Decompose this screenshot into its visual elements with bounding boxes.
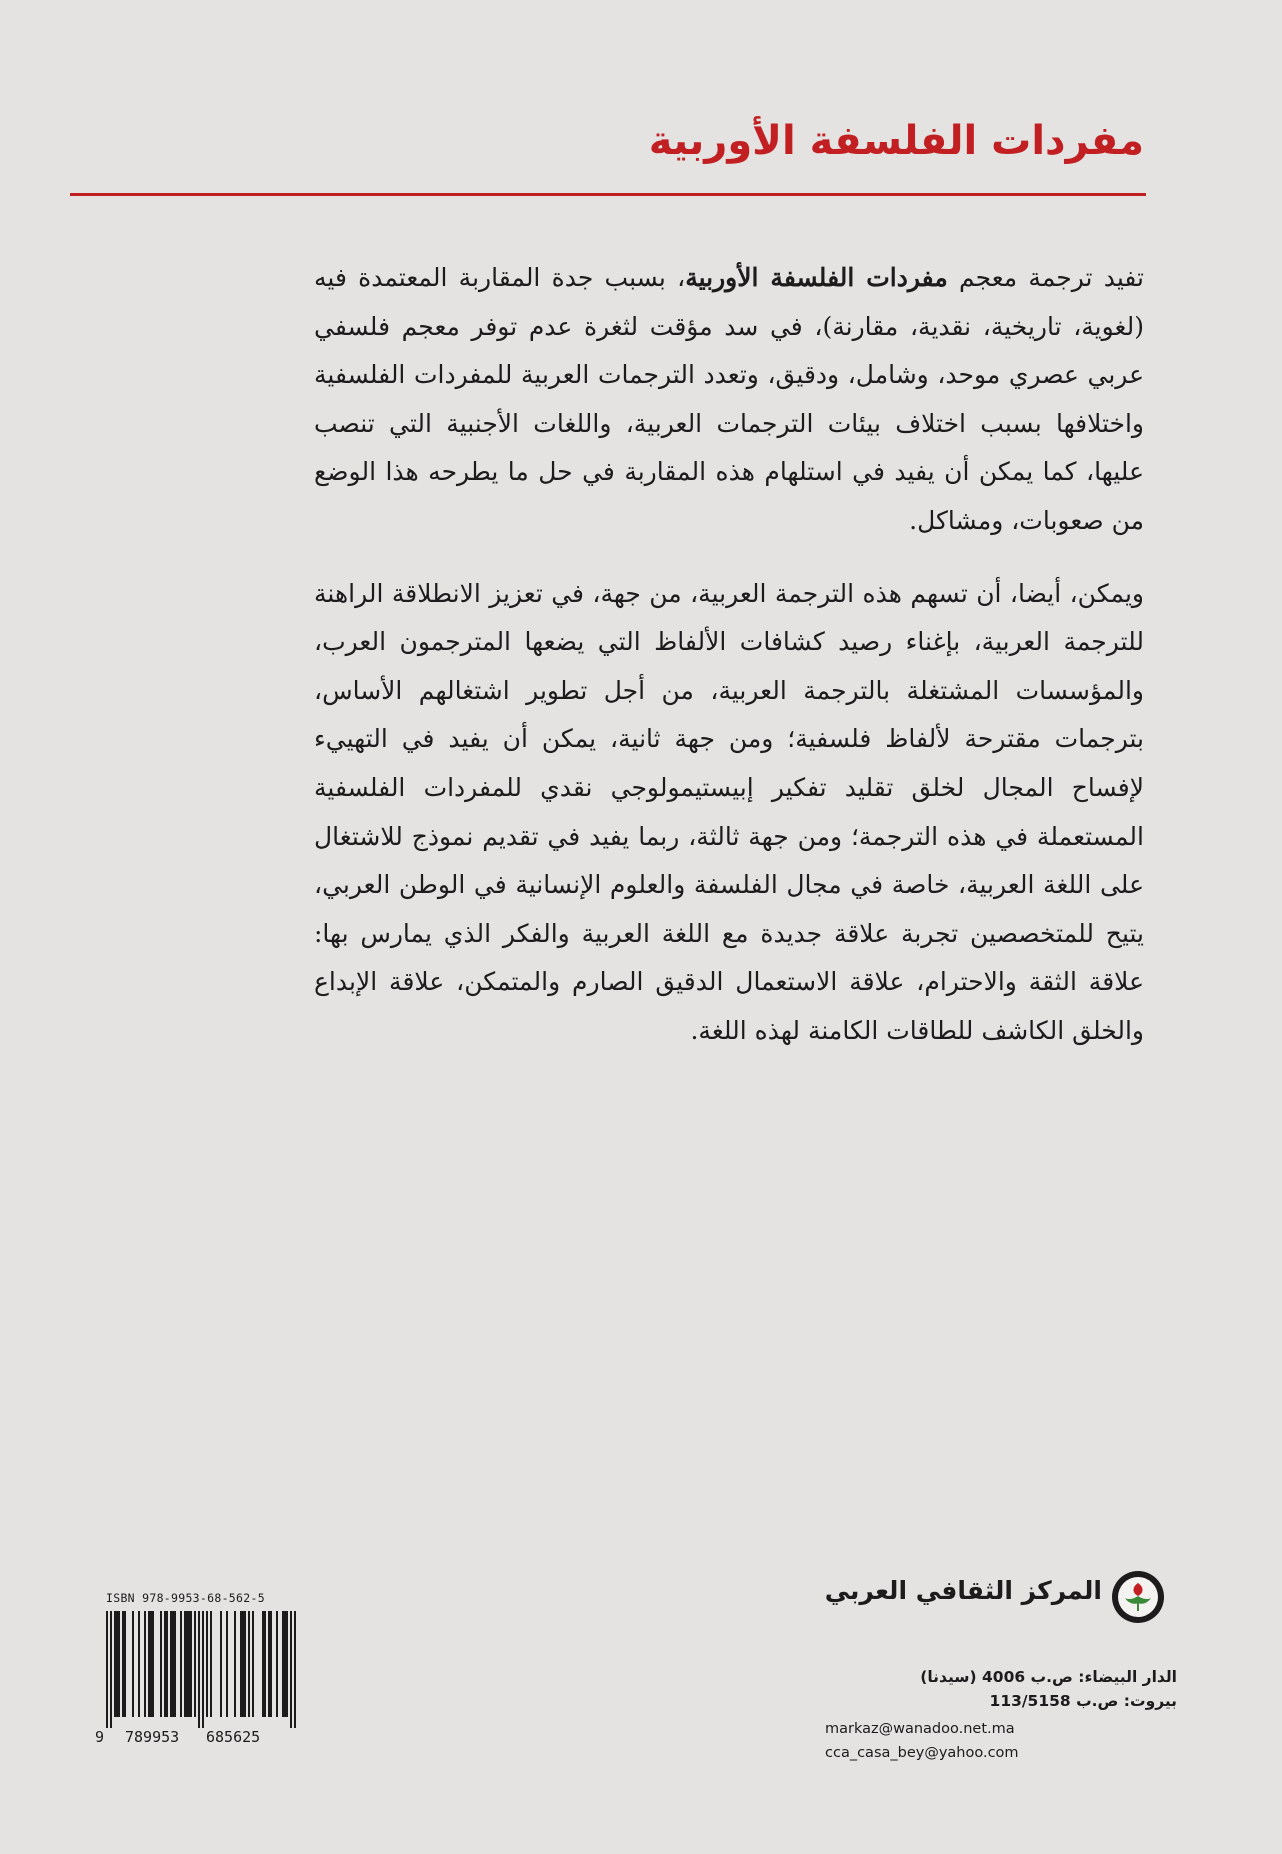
blurb-rest: ، بسبب جدة المقاربة المعتمدة فيه (لغوية، تاريخية، نقدية، مقارنة)، في سد مؤقت لثغرة عدم توفر معجم فلسفي عربي عصري موحد، وشامل، ودقيق، وتعدد الترجمات العربية للمفردات الفلسفية واختلافها بسبب اختلاف بيئات الترجمات العربية، واللغات الأجنبية التي تنصب عليها، كما يمكن أن يفيد في استلهام هذه المقاربة في حل ما يطرحه هذا الوضع من صعوبات، ومشاكل. [314,263,1144,535]
email-1[interactable]: markaz@wanadoo.net.ma [825,1721,1015,1737]
barcode-digits-left: 789953 [125,1728,180,1746]
barcode-bar [180,1611,182,1717]
book-title: مفردات الفلسفة الأوربية [648,118,1144,164]
address-casablanca: الدار البيضاء: ص.ب 4006 (سيدنا) [920,1668,1177,1686]
barcode-bar [252,1611,254,1717]
barcode-block [95,1591,298,1748]
email-2[interactable]: cca_casa_bey@yahoo.com [825,1745,1019,1761]
barcode-bar [132,1611,134,1717]
barcode-bar [206,1611,208,1717]
barcode-bar [184,1611,192,1717]
address-beirut: بيروت: ص.ب 113/5158 [989,1692,1177,1710]
barcode-bar [282,1611,288,1717]
barcode-bar [294,1611,296,1728]
barcode-bar [122,1611,126,1717]
blurb-paragraph-2: ويمكن، أيضا، أن تسهم هذه الترجمة العربية، من جهة، في تعزيز الانطلاقة الراهنة للترجمة العربية، بإغناء رصيد كشافات الألفاظ التي يضعها المترجمون العرب، والمؤسسات المشتغلة بالترجمة العربية، من أجل تطوير اشتغالهم الأساس، بترجمات مقترحة لألفاظ فلسفية؛ ومن جهة ثانية، يمكن أن يفيد في التهييء لإفساح المجال لخلق تقليد تفكير إبيستيمولوجي نقدي للمفردات الفلسفية المستعملة في هذه الترجمة؛ ومن جهة ثالثة، ربما يفيد في تقديم نموذج للاشتغال على اللغة العربية، خاصة في مجال الفلسفة والعلوم الإنسانية في الوطن العربي، يتيح للمتخصصين تجربة علاقة جديدة مع اللغة العربية والفكر الذي يمارس بها: علاقة الثقة والاحترام، علاقة الاستعمال الدقيق الصارم والمتمكن، علاقة الإبداع والخلق الكاشف للطاقات الكامنة لهذه اللغة. [314,578,1144,1045]
blurb [314,254,1144,1080]
barcode-digits [95,1728,298,1748]
barcode-bar [148,1611,154,1717]
publisher-name: المركز الثقافي العربي [824,1576,1102,1605]
barcode-bar [164,1611,168,1717]
barcode [106,1611,296,1728]
barcode-bar [220,1611,222,1717]
barcode-bar [210,1611,212,1717]
barcode-bar [262,1611,266,1717]
blurb-intro: تفيد ترجمة معجم [947,263,1144,292]
barcode-bar [248,1611,250,1717]
barcode-bar [170,1611,176,1717]
barcode-bar [106,1611,108,1728]
barcode-bar [234,1611,236,1717]
barcode-digit-first: 9 [95,1728,105,1746]
barcode-bar [114,1611,120,1717]
barcode-bar [202,1611,204,1728]
publisher-contact [825,1665,1180,1765]
barcode-bar [290,1611,292,1728]
barcode-bar [144,1611,146,1717]
barcode-bar [240,1611,246,1717]
blurb-book-name: مفردات الفلسفة الأوربية [685,263,948,292]
barcode-bar [110,1611,112,1728]
barcode-bar [226,1611,228,1717]
barcode-bar [276,1611,278,1717]
title-rule [70,193,1146,196]
publisher-logo-icon [1110,1569,1166,1625]
barcode-bar [194,1611,196,1717]
blurb-paragraph-1 [314,254,1144,546]
barcode-bar [268,1611,272,1717]
isbn-label: ISBN 978-9953-68-562-5 [106,1591,265,1605]
barcode-bar [198,1611,200,1728]
barcode-bar [138,1611,140,1717]
barcode-bar [160,1611,162,1717]
barcode-digits-right: 685625 [206,1728,261,1746]
